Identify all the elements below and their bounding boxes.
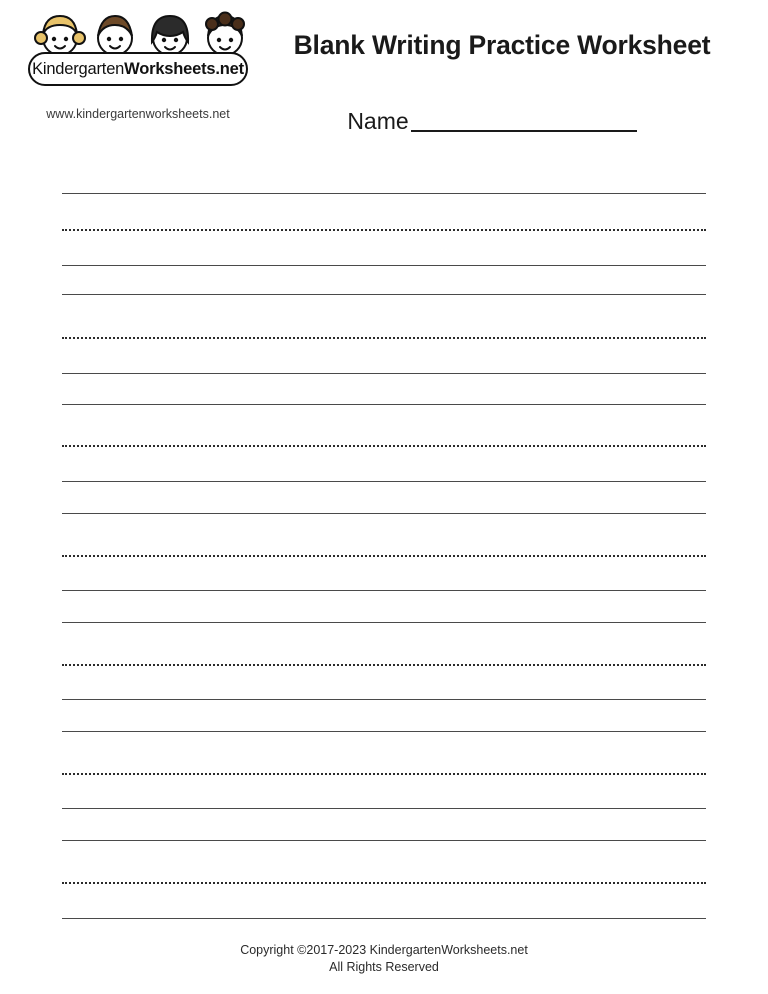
dashed-guide-line bbox=[62, 882, 706, 884]
dashed-guide-line bbox=[62, 445, 706, 447]
solid-writing-line bbox=[62, 404, 706, 405]
writing-line bbox=[62, 555, 706, 557]
name-label: Name bbox=[347, 108, 409, 134]
writing-line bbox=[62, 840, 706, 841]
page-title: Blank Writing Practice Worksheet bbox=[293, 30, 711, 60]
solid-writing-line bbox=[62, 481, 706, 482]
site-logo[interactable] bbox=[18, 10, 258, 121]
solid-writing-line bbox=[62, 622, 706, 623]
writing-line bbox=[62, 193, 706, 194]
writing-line bbox=[62, 590, 706, 591]
solid-writing-line bbox=[62, 513, 706, 514]
solid-writing-line bbox=[62, 731, 706, 732]
writing-line bbox=[62, 265, 706, 266]
writing-line bbox=[62, 445, 706, 447]
name-field-row bbox=[262, 108, 722, 135]
dashed-guide-line bbox=[62, 555, 706, 557]
writing-line bbox=[62, 404, 706, 405]
writing-line bbox=[62, 373, 706, 374]
writing-line bbox=[62, 773, 706, 775]
writing-line bbox=[62, 664, 706, 666]
logo-badge bbox=[22, 10, 254, 98]
logo-wordmark bbox=[28, 52, 248, 86]
writing-line bbox=[62, 229, 706, 231]
solid-writing-line bbox=[62, 590, 706, 591]
writing-line bbox=[62, 513, 706, 514]
site-url[interactable]: www.kindergartenworksheets.net bbox=[46, 107, 230, 121]
writing-line bbox=[62, 481, 706, 482]
writing-line bbox=[62, 337, 706, 339]
solid-writing-line bbox=[62, 193, 706, 194]
name-input-blank[interactable] bbox=[411, 108, 637, 132]
writing-line bbox=[62, 699, 706, 700]
writing-line bbox=[62, 882, 706, 884]
dashed-guide-line bbox=[62, 229, 706, 231]
solid-writing-line bbox=[62, 373, 706, 374]
writing-line bbox=[62, 918, 706, 919]
writing-line bbox=[62, 622, 706, 623]
dashed-guide-line bbox=[62, 773, 706, 775]
dashed-guide-line bbox=[62, 664, 706, 666]
writing-line bbox=[62, 731, 706, 732]
logo-brand-bold: Worksheets.net bbox=[124, 59, 244, 78]
worksheet-header bbox=[0, 0, 768, 150]
solid-writing-line bbox=[62, 699, 706, 700]
writing-line bbox=[62, 294, 706, 295]
solid-writing-line bbox=[62, 808, 706, 809]
writing-line bbox=[62, 808, 706, 809]
dashed-guide-line bbox=[62, 337, 706, 339]
solid-writing-line bbox=[62, 265, 706, 266]
rights-text: All Rights Reserved bbox=[329, 960, 439, 974]
logo-brand-light: Kindergarten bbox=[32, 59, 125, 78]
solid-writing-line bbox=[62, 294, 706, 295]
solid-writing-line bbox=[62, 918, 706, 919]
solid-writing-line bbox=[62, 840, 706, 841]
page-footer bbox=[0, 942, 768, 976]
copyright-text: Copyright ©2017-2023 KindergartenWorksheets.net bbox=[240, 943, 528, 957]
